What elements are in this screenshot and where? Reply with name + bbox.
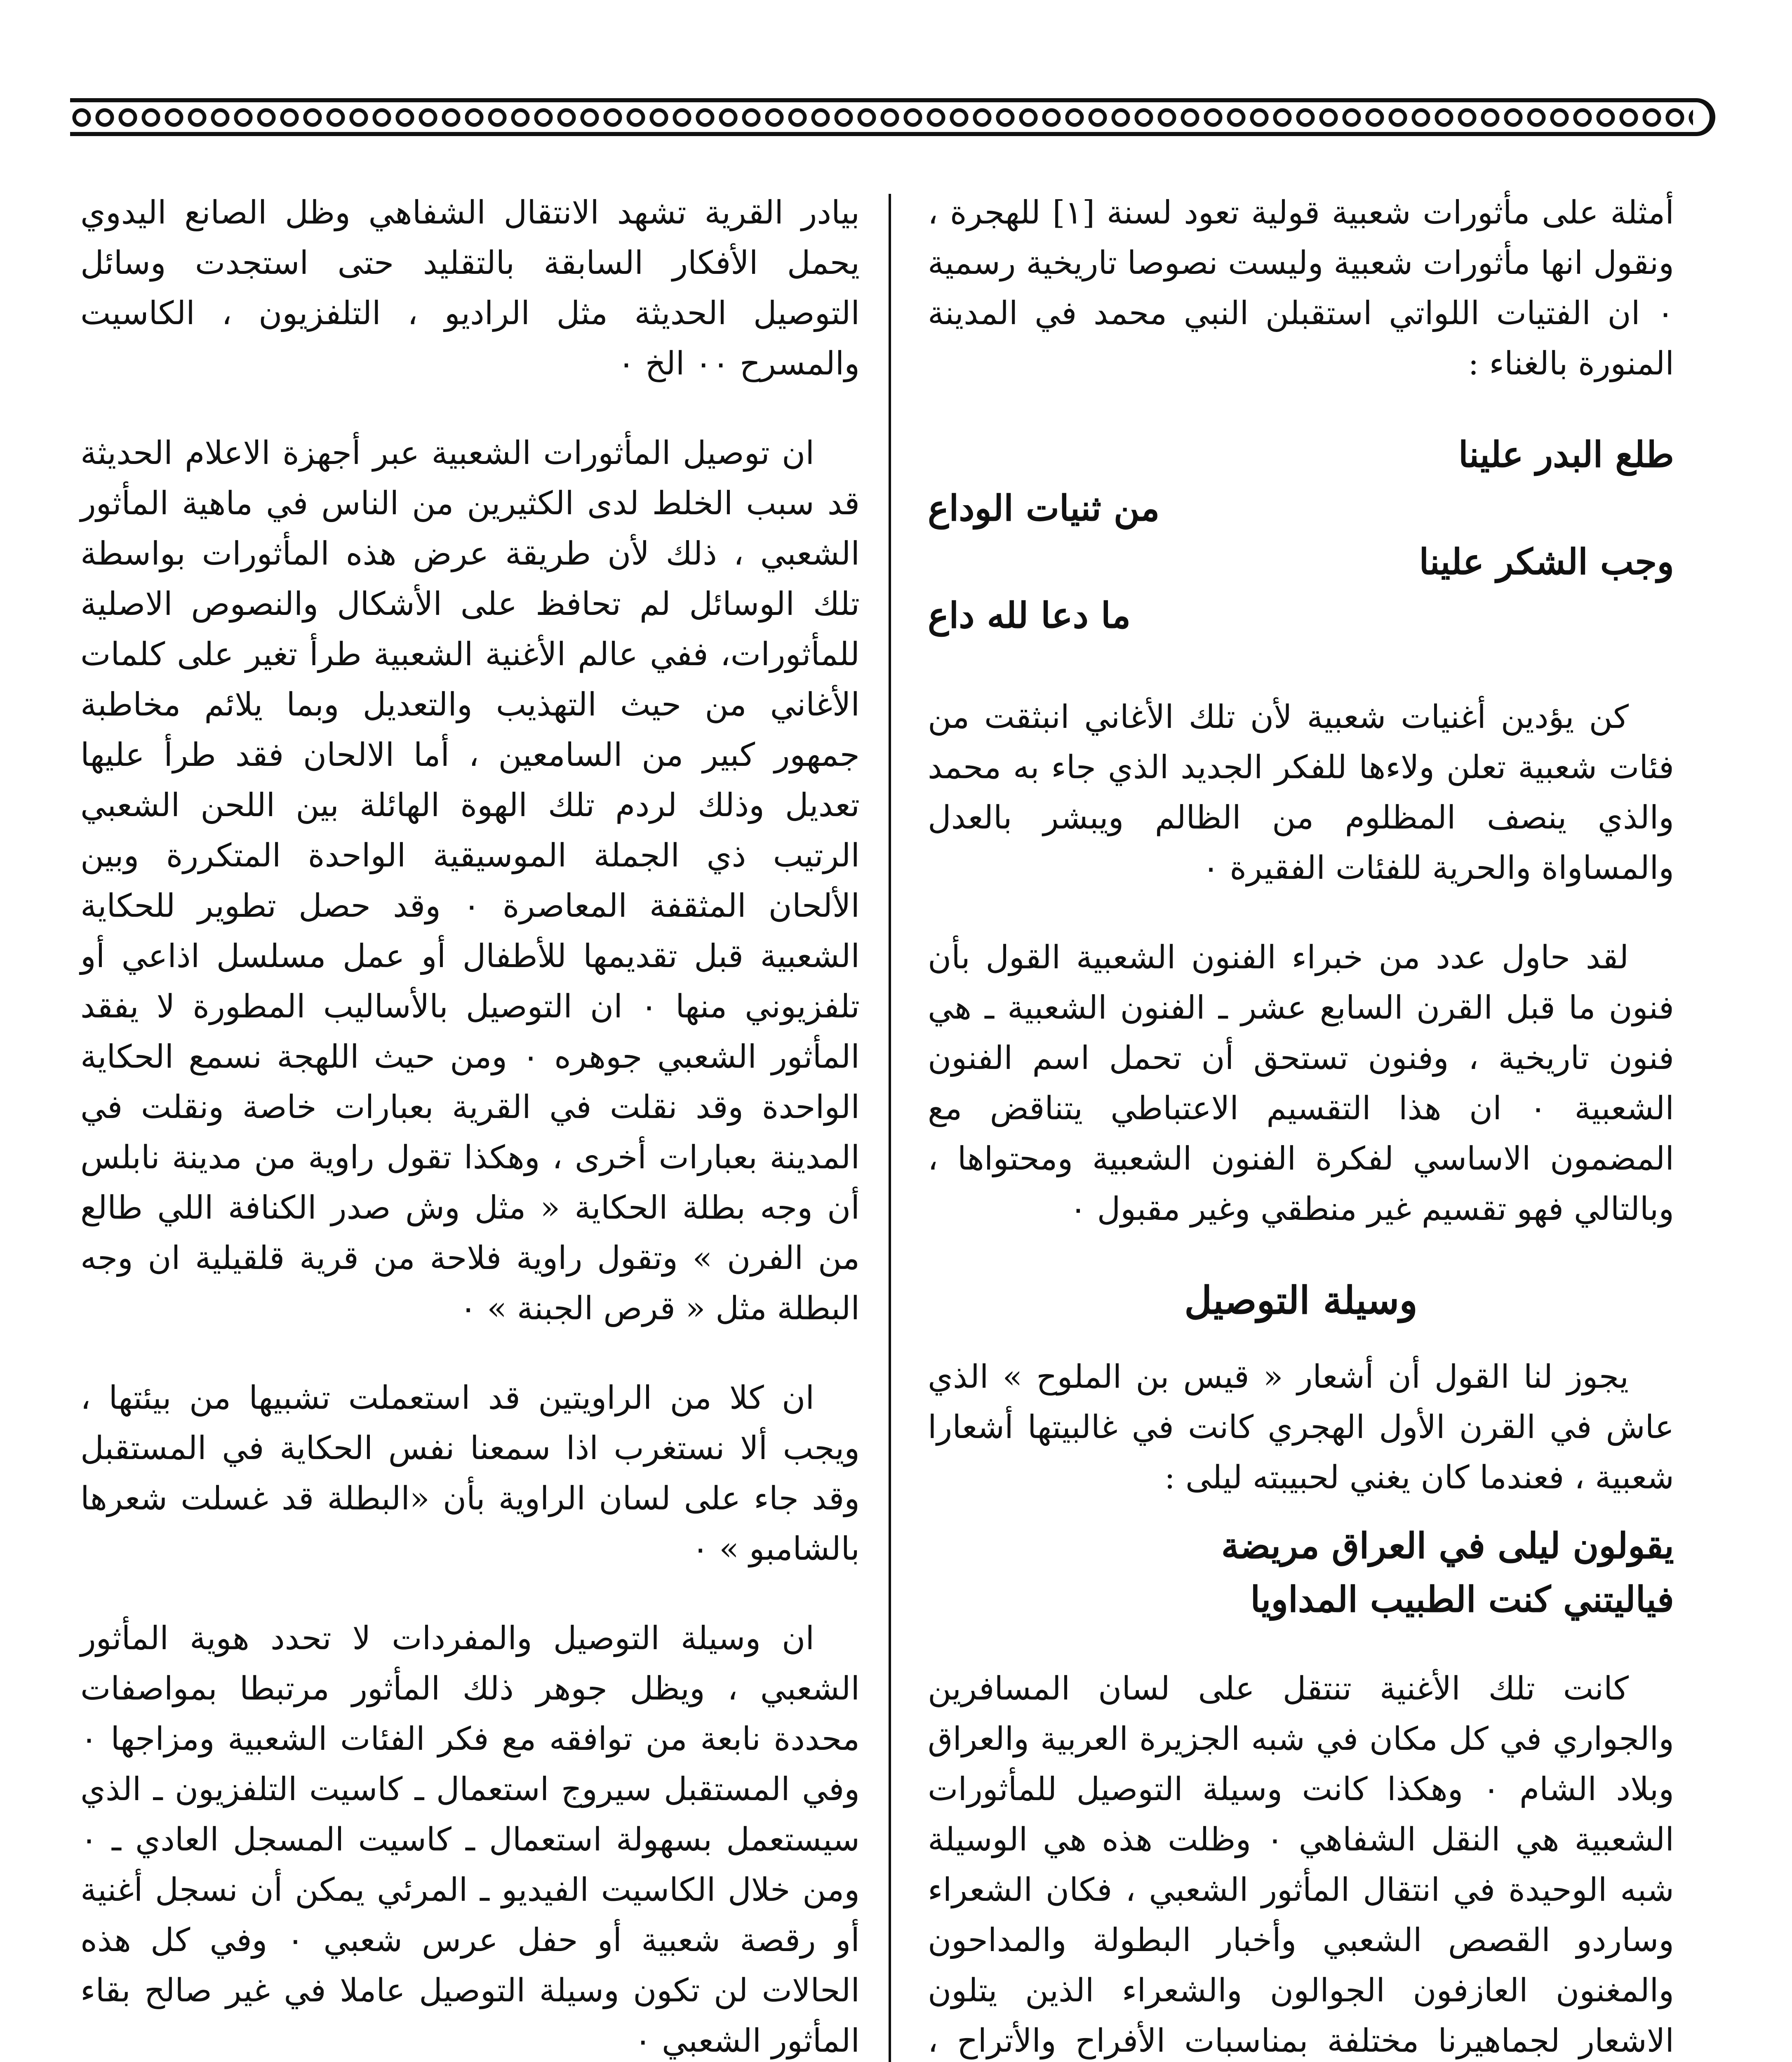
verse-layla: [928, 1519, 1674, 1627]
paragraph: يجوز لنا القول أن أشعار « قيس بن الملوح » الذي عاش في القرن الأول الهجري كانت في غالبيتها أشعارا شعبية ، فعندما كان يغني لحبيبته ليلى :: [928, 1358, 1674, 1496]
paragraph: بيادر القرية تشهد الانتقال الشفاهي وظل الصانع اليدوي يحمل الأفكار السابقة بالتقليد حتى استجدت وسائل التوصيل الحديثة مثل الراديو ، التلفزيون ، الكاسيت والمسرح ٠٠ الخ ٠: [80, 194, 860, 382]
verse-line: وجب الشكر علينا: [1419, 541, 1674, 583]
paragraph: ان وسيلة التوصيل والمفردات لا تحدد هوية المأثور الشعبي ، ويظل جوهر ذلك المأثور مرتبطا بمواصفات محددة نابعة من توافقه مع فكر الفئات الشعبية ومزاجها ٠ وفي المستقبل سيروج استعمال ـ كاسيت التلفزيون ـ الذي سيستعمل بسهولة استعمال ـ كاسيت المسجل العادي ـ ٠ ومن خلال الكاسيت الفيديو ـ المرئي يمكن أن نسجل أغنية أو رقصة شعبية أو حفل عرس شعبي ٠ وفي كل هذه الحالات لن تكون وسيلة التوصيل عاملا في غير صالح بقاء المأثور الشعبي ٠: [80, 1620, 860, 2060]
decorative-top-border: [70, 98, 1715, 136]
paragraph: كن يؤدين أغنيات شعبية لأن تلك الأغاني انبثقت من فئات شعبية تعلن ولاءها للفكر الجديد الذي جاء به محمد والذي ينصف المظلوم من الظالم ويبشر بالعدل والمساواة والحرية للفئات الفقيرة ٠: [928, 699, 1674, 887]
paragraph: ان كلا من الراويتين قد استعملت تشبيها من بيئتها ، ويجب ألا نستغرب اذا سمعنا نفس الحكاية في المستقبل وقد جاء على لسان الراوية بأن «البطلة قد غسلت شعرها بالشامبو » ٠: [80, 1379, 860, 1568]
paragraph: كانت تلك الأغنية تنتقل على لسان المسافرين والجواري في كل مكان في شبه الجزيرة العربية والعراق وبلاد الشام ٠ وهكذا كانت وسيلة التوصيل للمأثورات الشعبية هي النقل الشفاهي ٠ وظلت هذه هي الوسيلة شبه الوحيدة في انتقال المأثور الشعبي ، فكان الشعراء وساردو القصص الشعبي وأخبار البطولة والمداحون والمغنون العازفون الجوالون والشعراء الذين يتلون الاشعار لجماهيرنا مختلفة بمناسبات الأفراح والأتراح ،: [928, 1670, 1674, 2060]
section-heading: وسيلة التوصيل: [1184, 1278, 1418, 1323]
verse-line: ما دعا لله داع: [928, 595, 1131, 636]
right-column: [928, 188, 1674, 2062]
ornament-pattern: [70, 105, 1693, 130]
verse-line: فياليتني كنت الطبيب المداويا: [1250, 1579, 1674, 1620]
left-column: [80, 188, 860, 2062]
verse-badr: [928, 428, 1674, 643]
paragraph: أمثلة على مأثورات شعبية قولية تعود لسنة [١] للهجرة ، ونقول انها مأثورات شعبية وليست نصوصا تاريخية رسمية ٠ ان الفتيات اللواتي استقبلن النبي محمد في المدينة المنورة بالغناء :: [928, 194, 1674, 382]
verse-line: طلع البدر علينا: [1458, 434, 1674, 475]
paragraph: ان توصيل المأثورات الشعبية عبر أجهزة الاعلام الحديثة قد سبب الخلط لدى الكثيرين من الناس في ماهية المأثور الشعبي ، ذلك لأن طريقة عرض هذه المأثورات بواسطة تلك الوسائل لم تحافظ على الأشكال والنصوص الاصلية للمأثورات، ففي عالم الأغنية الشعبية طرأ تغير على كلمات الأغاني من حيث التهذيب والتعديل وبما يلائم مخاطبة جمهور كبير من السامعين ، أما الالحان فقد طرأ عليها تعديل وذلك لردم تلك الهوة الهائلة بين اللحن الشعبي الرتيب ذي الجملة الموسيقية الواحدة المتكررة وبين الألحان المثقفة المعاصرة ٠ وقد حصل تطوير للحكاية الشعبية قبل تقديمها للأطفال أو عمل مسلسل اذاعي أو تلفزيوني منها ٠ ان التوصيل بالأساليب المطورة لا يفقد المأثور الشعبي جوهره ٠ ومن حيث اللهجة نسمع الحكاية الواحدة وقد نقلت في القرية بعبارات خاصة ونقلت في المدينة بعبارات أخرى ، وهكذا تقول راوية من مدينة نابلس أن وجه بطلة الحكاية « مثل وش صدر الكنافة اللي طالع من الفرن » وتقول راوية فلاحة من قرية قلقيلية ان وجه البطلة مثل « قرص الجبنة » ٠: [80, 435, 860, 1327]
paragraph: لقد حاول عدد من خبراء الفنون الشعبية القول بأن فنون ما قبل القرن السابع عشر ـ الفنون الشعبية ـ هي فنون تاريخية ، وفنون تستحق أن تحمل اسم الفنون الشعبية ٠ ان هذا التقسيم الاعتباطي يتناقض مع المضمون الاساسي لفكرة الفنون الشعبية ومحتواها ، وبالتالي فهو تقسيم غير منطقي وغير مقبول ٠: [928, 939, 1674, 1228]
column-divider: [889, 194, 891, 2062]
verse-line: من ثنيات الوداع: [928, 487, 1160, 529]
verse-line: يقولون ليلى في العراق مريضة: [1221, 1525, 1674, 1567]
